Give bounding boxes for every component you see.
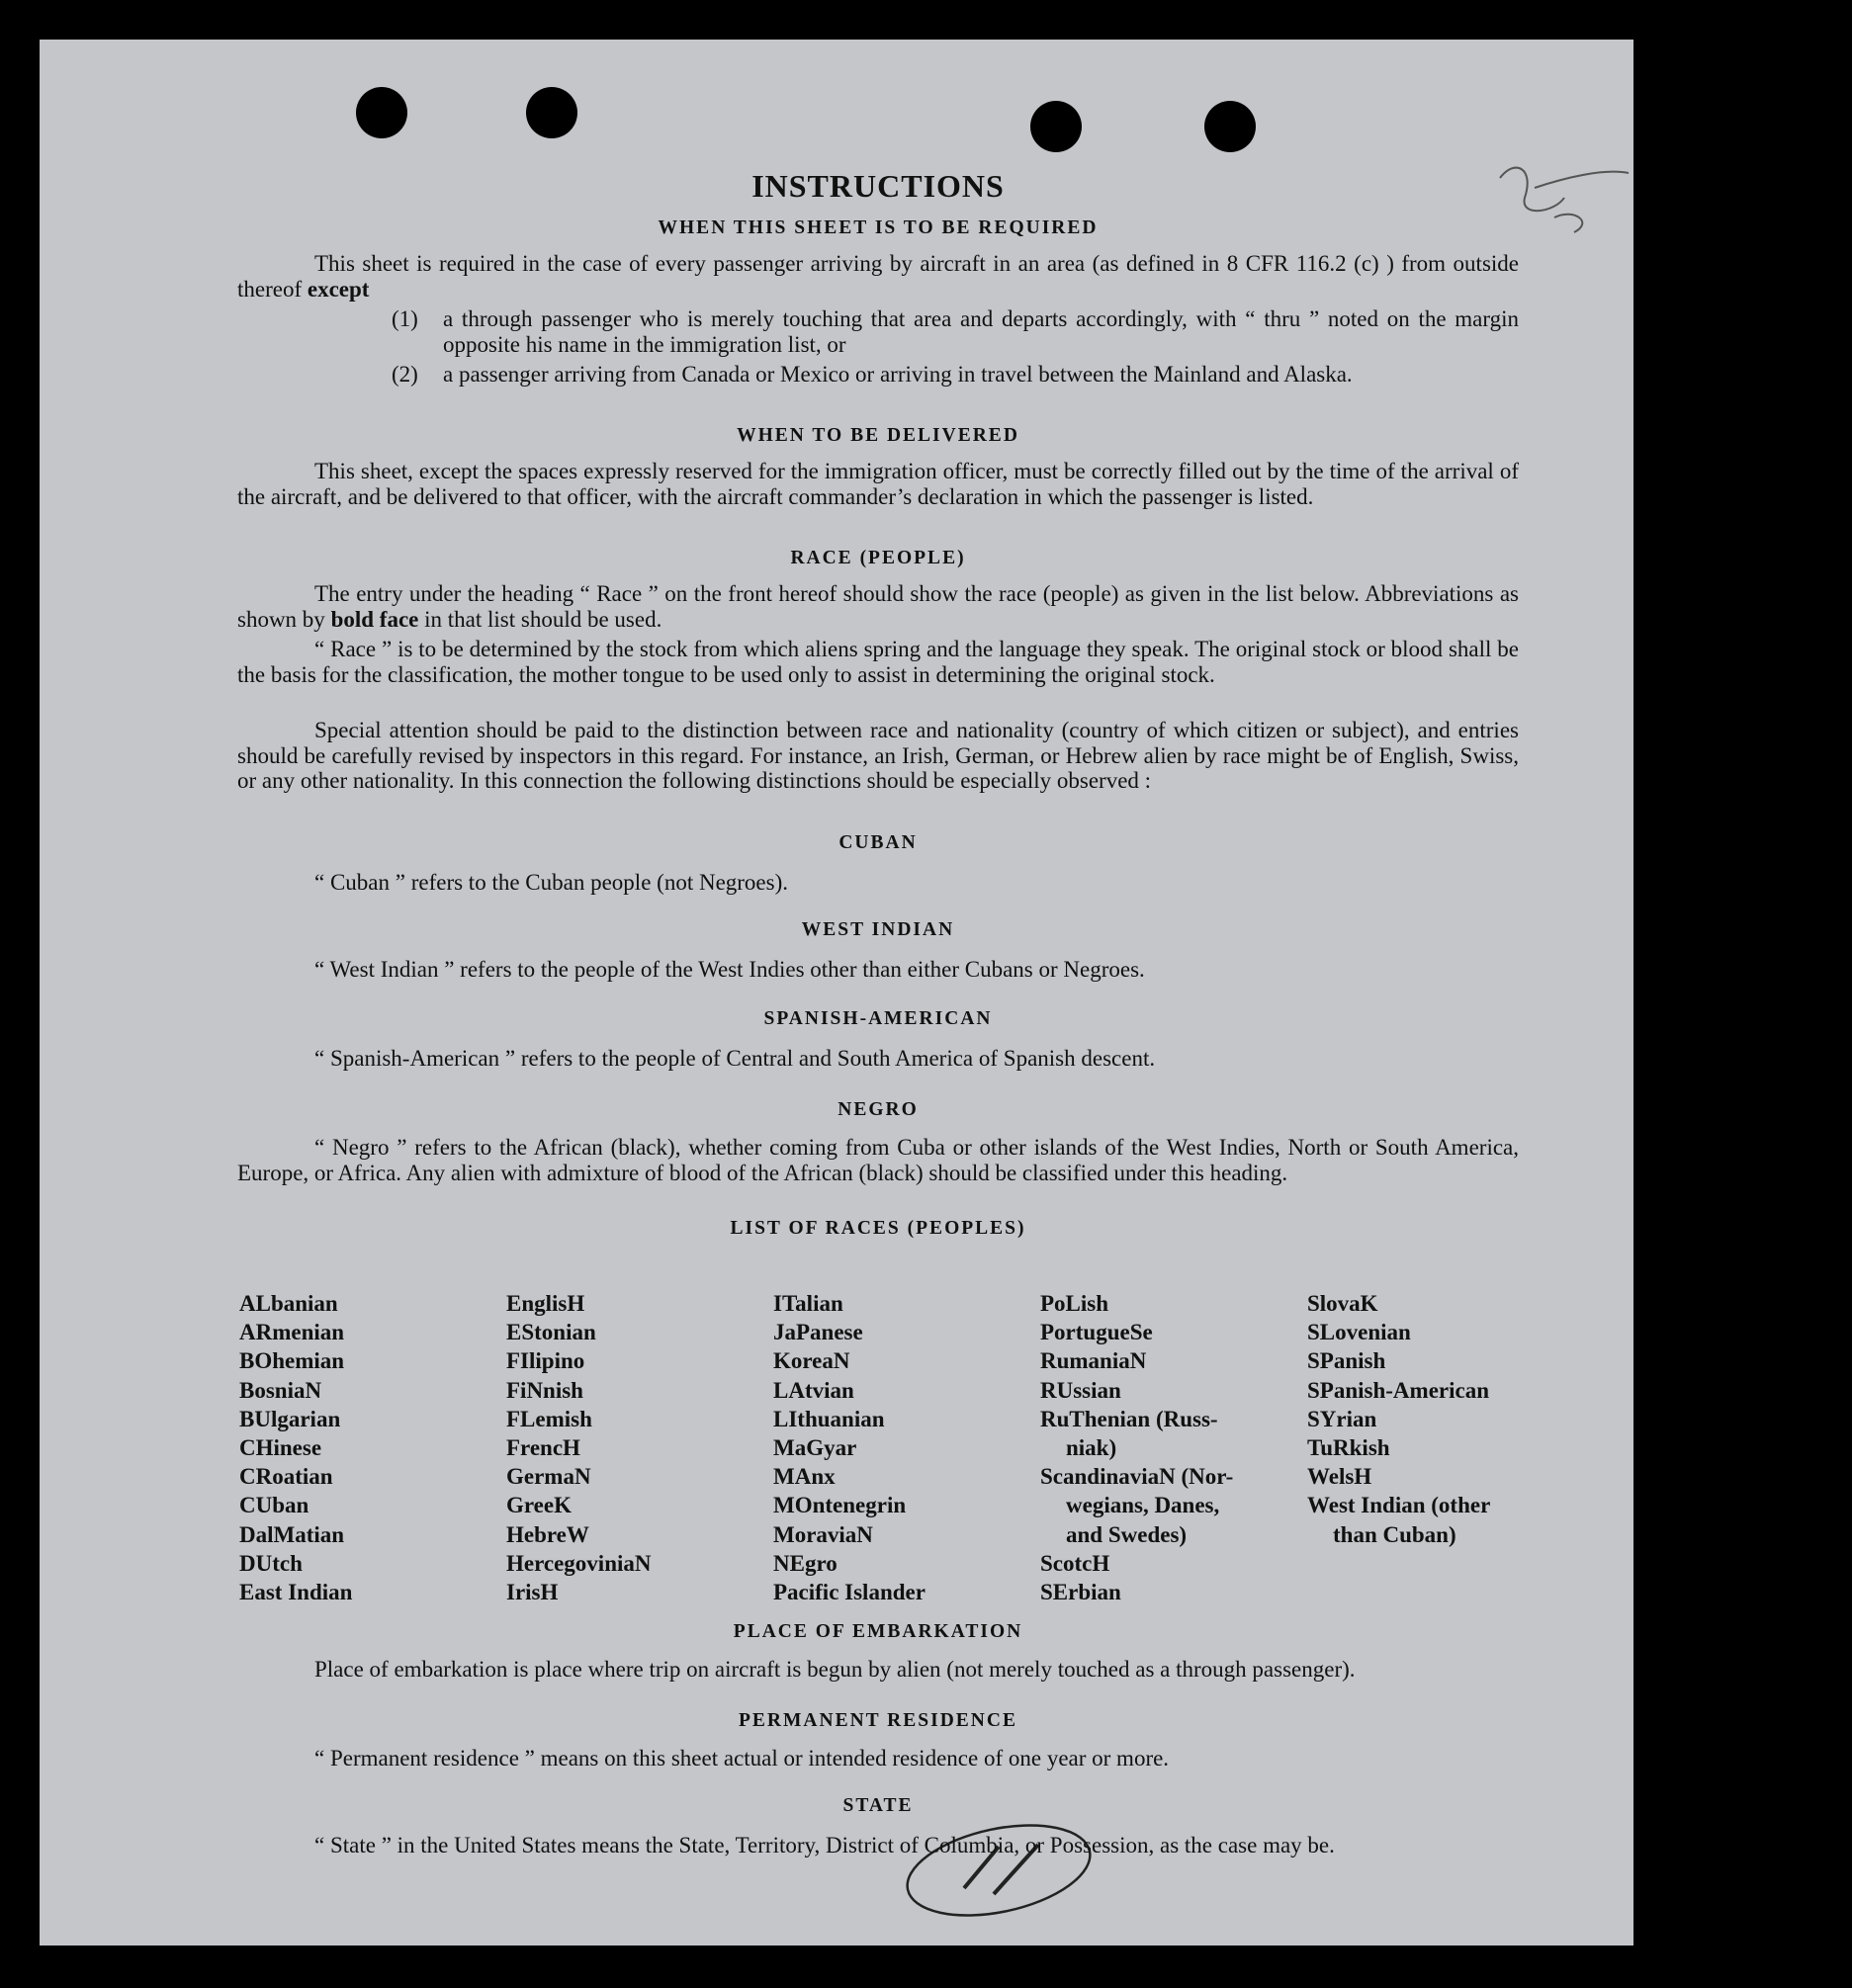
item-number: (1) [392, 306, 418, 331]
race-item [773, 1289, 926, 1318]
race-column-4 [1040, 1289, 1233, 1606]
race-item [773, 1346, 926, 1375]
race-paragraph-3 [237, 718, 1519, 794]
race-name: RUssian [1040, 1377, 1121, 1403]
punch-hole [356, 87, 407, 138]
race-item [1307, 1405, 1490, 1433]
punch-hole [1030, 101, 1082, 152]
race-name: EnglisH [506, 1291, 585, 1316]
race-item [239, 1520, 352, 1549]
race-name: JaPanese [773, 1320, 863, 1345]
race-name: HebreW [506, 1521, 589, 1547]
race-name: SlovaK [1307, 1291, 1378, 1316]
race-name: DUtch [239, 1550, 303, 1576]
race-name: NEgro [773, 1550, 838, 1576]
required-item-1 [392, 306, 1519, 357]
heading-cuban: CUBAN [838, 832, 918, 853]
race-name: MOntenegrin [773, 1493, 907, 1518]
race-name: LIthuanian [773, 1406, 885, 1431]
race-name: and Swedes) [1066, 1521, 1188, 1547]
race-item [239, 1405, 352, 1433]
race-p1-a: The entry under the heading “ Race ” on the front hereof should show the race (people) as given in the list below. Abbreviations as shown by [237, 581, 1519, 632]
race-item [506, 1376, 652, 1405]
race-paragraph-2 [237, 637, 1519, 687]
race-name: East Indian [239, 1580, 353, 1605]
race-name: SPanish-American [1307, 1377, 1489, 1403]
race-item [773, 1578, 926, 1606]
heading-negro: NEGRO [838, 1099, 919, 1120]
race-name: GreeK [506, 1493, 572, 1518]
race-item [239, 1433, 352, 1462]
race-name: FIlipino [506, 1348, 585, 1374]
embarkation-text [237, 1657, 1519, 1683]
race-name: than Cuban) [1333, 1521, 1456, 1547]
race-item [773, 1318, 926, 1346]
race-item [506, 1318, 652, 1346]
race-name: ALbanian [239, 1291, 338, 1316]
race-name: CRoatian [239, 1464, 333, 1490]
spanish-american-text [237, 1046, 1519, 1072]
heading-when-delivered: WHEN TO BE DELIVERED [737, 425, 1019, 446]
page-title: INSTRUCTIONS [751, 168, 1005, 204]
race-item-continued [1040, 1433, 1233, 1462]
race-name: PortugueSe [1040, 1320, 1153, 1345]
race-item [773, 1433, 926, 1462]
heading-west-indian: WEST INDIAN [801, 919, 955, 940]
race-name: PoLish [1040, 1291, 1109, 1316]
required-item-2 [392, 362, 1519, 388]
spanish-american-paragraph: “ Spanish-American ” refers to the people of Central and South America of Spanish descent. [314, 1046, 1156, 1071]
race-name: GermaN [506, 1464, 591, 1490]
race-item-continued [1040, 1520, 1233, 1549]
race-item [239, 1491, 352, 1519]
race-item [506, 1520, 652, 1549]
race-item [1307, 1346, 1490, 1375]
heading-place-of-embarkation: PLACE OF EMBARKATION [733, 1621, 1023, 1642]
race-item [239, 1549, 352, 1578]
race-item [1307, 1318, 1490, 1346]
west-indian-paragraph: “ West Indian ” refers to the people of the West Indies other than either Cubans or Negroes. [314, 957, 1145, 982]
race-name: SPanish [1307, 1348, 1386, 1374]
race-item [1040, 1346, 1233, 1375]
cuban-text [237, 870, 1519, 896]
race-name: MaGyar [773, 1435, 857, 1461]
state-paragraph: “ State ” in the United States means the State, Territory, District of Columbia, or Possession, as the case may be. [314, 1833, 1335, 1858]
item-number: (2) [392, 362, 418, 387]
race-name: ITalian [773, 1291, 843, 1316]
heading-race: RACE (PEOPLE) [790, 548, 966, 568]
required-intro-text: This sheet is required in the case of every passenger arriving by aircraft in an area (as defined in 8 CFR 116.2 (c) ) from outside thereof [237, 251, 1519, 302]
race-item [239, 1578, 352, 1606]
race-name: BosniaN [239, 1377, 322, 1403]
race-name: wegians, Danes, [1066, 1493, 1220, 1518]
delivered-paragraph: This sheet, except the spaces expressly reserved for the immigration officer, must be correctly filled out by the time of the arrival of the aircraft, and be delivered to that officer, with the aircraft commander’s declaration in which the passenger is listed. [237, 459, 1519, 509]
heading-list-of-races: LIST OF RACES (PEOPLES) [730, 1218, 1026, 1239]
race-item [1040, 1578, 1233, 1606]
race-item [239, 1376, 352, 1405]
race-p2: “ Race ” is to be determined by the stock from which aliens spring and the language they speak. The original stock or blood shall be the basis for the classification, the mother tongue to be used only to assist in determining the original stock. [237, 637, 1519, 687]
race-item [1307, 1289, 1490, 1318]
race-name: FiNnish [506, 1377, 583, 1403]
race-name: LAtvian [773, 1377, 854, 1403]
race-name: BOhemian [239, 1348, 345, 1374]
race-name: SYrian [1307, 1406, 1377, 1431]
race-paragraph-1 [237, 581, 1519, 632]
negro-text [237, 1135, 1519, 1185]
race-item [1040, 1462, 1233, 1491]
race-name: MAnx [773, 1464, 836, 1490]
race-item-continued [1040, 1491, 1233, 1519]
race-item [1307, 1376, 1490, 1405]
race-name: ARmenian [239, 1320, 345, 1345]
race-name: SLovenian [1307, 1320, 1411, 1345]
cuban-paragraph: “ Cuban ” refers to the Cuban people (not Negroes). [314, 870, 789, 895]
required-intro-bold: except [307, 276, 370, 302]
race-item [239, 1318, 352, 1346]
race-item [506, 1462, 652, 1491]
race-item [1040, 1318, 1233, 1346]
required-intro [237, 251, 1519, 302]
race-name: FrencH [506, 1435, 580, 1461]
embarkation-paragraph: Place of embarkation is place where trip on aircraft is begun by alien (not merely touched as a through passenger). [314, 1657, 1356, 1682]
race-item [773, 1520, 926, 1549]
race-name: RuThenian (Russ- [1040, 1406, 1218, 1431]
race-item [239, 1289, 352, 1318]
race-item [1307, 1462, 1490, 1491]
race-name: DalMatian [239, 1521, 345, 1547]
race-name: West Indian (other [1307, 1493, 1491, 1518]
race-name: MoraviaN [773, 1521, 873, 1547]
race-name: IrisH [506, 1580, 559, 1605]
race-p1-bold: bold face [330, 606, 419, 632]
delivered-text [237, 459, 1519, 509]
race-item [239, 1346, 352, 1375]
race-item-continued [1307, 1520, 1490, 1549]
race-item [773, 1549, 926, 1578]
residence-text [237, 1746, 1519, 1772]
race-item [506, 1289, 652, 1318]
race-name: KoreaN [773, 1348, 850, 1374]
heading-when-required: WHEN THIS SHEET IS TO BE REQUIRED [658, 217, 1099, 238]
state-text [237, 1833, 1519, 1858]
race-item [506, 1405, 652, 1433]
negro-paragraph: “ Negro ” refers to the African (black), whether coming from Cuba or other islands of the West Indies, North or South America, Europe, or Africa. Any alien with admixture of blood of the African (black) should be classified under this heading. [237, 1135, 1519, 1185]
race-item [773, 1491, 926, 1519]
race-name: CUban [239, 1493, 309, 1518]
race-p1-b: in that list should be used. [424, 606, 662, 632]
race-item [1307, 1433, 1490, 1462]
heading-spanish-american: SPANISH-AMERICAN [763, 1008, 993, 1029]
race-name: niak) [1066, 1435, 1117, 1461]
race-item [1307, 1491, 1490, 1519]
race-column-3 [773, 1289, 926, 1606]
race-name: EStonian [506, 1320, 596, 1345]
race-name: TuRkish [1307, 1435, 1390, 1461]
race-item [1040, 1549, 1233, 1578]
race-item [1040, 1289, 1233, 1318]
race-item [773, 1376, 926, 1405]
item-text: a passenger arriving from Canada or Mexico or arriving in travel between the Mainland and Alaska. [443, 362, 1353, 387]
race-item [1040, 1376, 1233, 1405]
race-name: BUlgarian [239, 1406, 341, 1431]
punch-hole [526, 87, 577, 138]
race-name: SErbian [1040, 1580, 1121, 1605]
race-name: WelsH [1307, 1464, 1372, 1490]
race-item [239, 1462, 352, 1491]
west-indian-text [237, 957, 1519, 983]
race-item [506, 1578, 652, 1606]
race-item [506, 1433, 652, 1462]
heading-state: STATE [842, 1795, 914, 1816]
race-column-2 [506, 1289, 652, 1606]
item-text: a through passenger who is merely touching that area and departs accordingly, with “ thru ” noted on the margin opposite his name in the immigration list, or [443, 306, 1519, 357]
race-item [773, 1462, 926, 1491]
race-name: FLemish [506, 1406, 592, 1431]
race-column-1 [239, 1289, 352, 1606]
race-name: ScotcH [1040, 1550, 1110, 1576]
punch-hole [1204, 101, 1256, 152]
race-item [506, 1491, 652, 1519]
document-page [40, 40, 1633, 1945]
race-column-5 [1307, 1289, 1490, 1549]
race-item [506, 1346, 652, 1375]
heading-permanent-residence: PERMANENT RESIDENCE [739, 1710, 1017, 1731]
race-name: Pacific Islander [773, 1580, 926, 1605]
race-name: HercegoviniaN [506, 1550, 652, 1576]
residence-paragraph: “ Permanent residence ” means on this sheet actual or intended residence of one year or more. [314, 1746, 1170, 1771]
race-p3: Special attention should be paid to the distinction between race and nationality (country of which citizen or subject), and entries should be carefully revised by inspectors in this regard. For instance, an Irish, German, or Hebrew alien by race might be of English, Swiss, or any other nationality. In this connection the following distinctions should be especially observed : [237, 718, 1519, 793]
race-item [506, 1549, 652, 1578]
race-item [773, 1405, 926, 1433]
race-name: RumaniaN [1040, 1348, 1147, 1374]
race-name: ScandinaviaN (Nor- [1040, 1464, 1234, 1490]
race-item [1040, 1405, 1233, 1433]
race-name: CHinese [239, 1435, 322, 1461]
